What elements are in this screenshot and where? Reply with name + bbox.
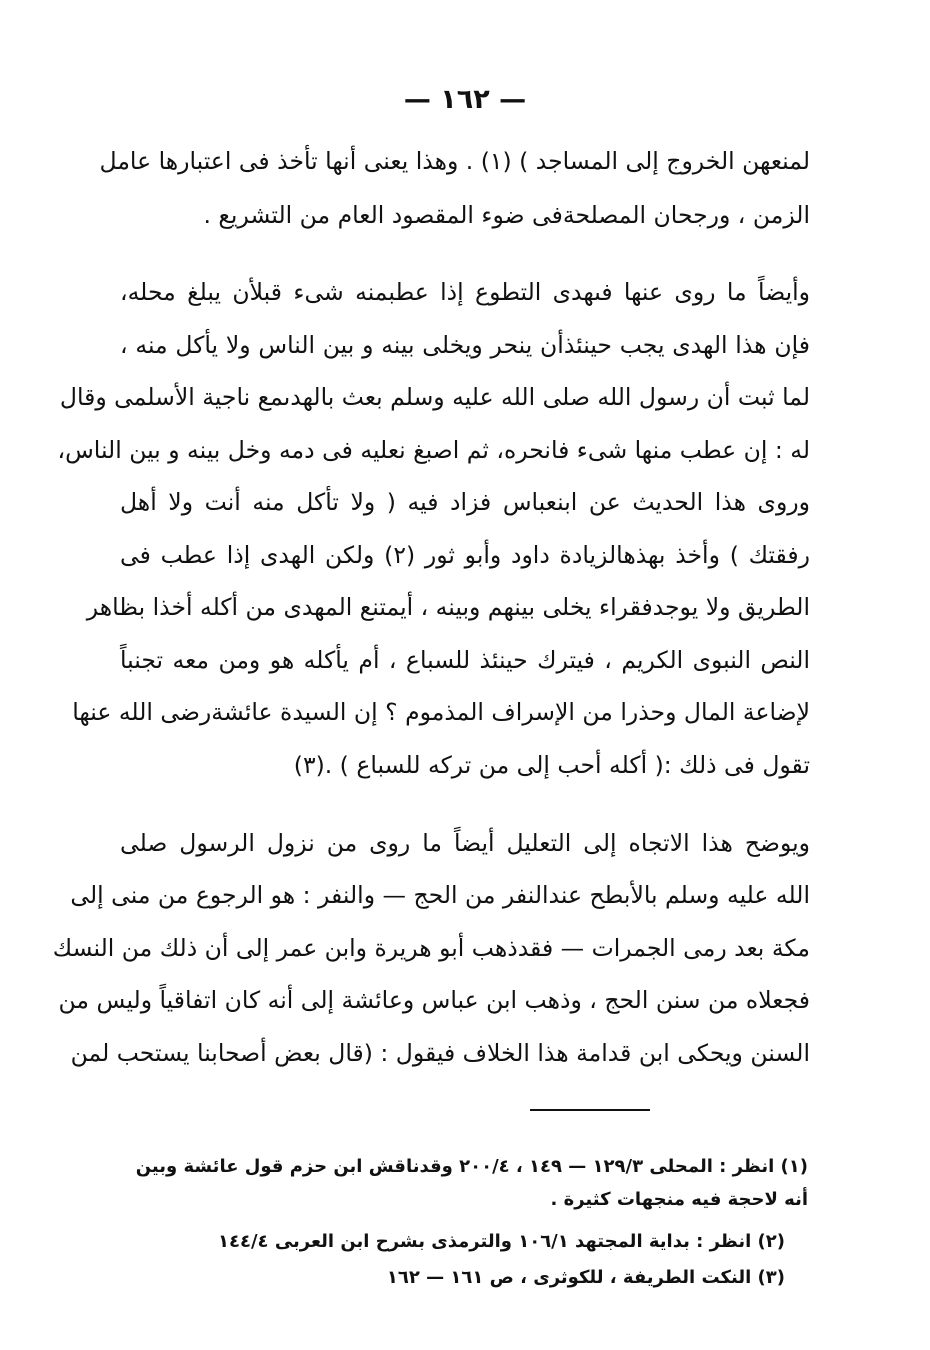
text-line: الطريق ولا يوجدفقراء يخلى بينهم وبينه ، أيمتنع المهدى من أكله أخذا بظاهر	[86, 593, 810, 621]
text-line: لمنعهن الخروج إلى المساجد ) (١) . وهذا يعنى أنها تأخذ فى اعتبارها عامل	[99, 147, 810, 175]
footnote-line: (٣) النكت الطريفة ، للكوثرى ، ص ١٦١ — ١٦٢	[386, 1267, 785, 1288]
text-line: وروى هذا الحديث عن ابنعباس فزاد فيه ( ولا تأكل منه أنت ولا أهل	[120, 488, 810, 516]
text-line: السنن ويحكى ابن قدامة هذا الخلاف فيقول : (قال بعض أصحابنا يستحب لمن	[70, 1039, 810, 1067]
text-line: لما ثبت أن رسول الله صلى الله عليه وسلم بعث بالهدىمع ناجية الأسلمى وقال	[59, 383, 810, 411]
page-number: — ١٦٢ —	[403, 84, 527, 115]
text-line: مكة بعد رمى الجمرات — فقدذهب أبو هريرة وابن عمر إلى أن ذلك من النسك	[52, 934, 810, 962]
text-line: لإضاعة المال وحذرا من الإسراف المذموم ؟ إن السيدة عائشةرضى الله عنها	[72, 698, 810, 726]
text-line: ويوضح هذا الاتجاه إلى التعليل أيضاً ما روى من نزول الرسول صلى	[120, 829, 810, 857]
footnote-separator	[530, 1109, 650, 1111]
text-line: الزمن ، ورجحان المصلحةفى ضوء المقصود العام من التشريع .	[203, 201, 810, 229]
text-line: فإن هذا الهدى يجب حينئذأن ينحر ويخلى بينه و بين الناس ولا يأكل منه ،	[120, 331, 810, 359]
footnote-line: (٢) انظر : بداية المجتهد ١٠٦/١ والترمذى بشرح ابن العربى ١٤٤/٤	[218, 1231, 785, 1252]
text-line: رفقتك ) وأخذ بهذهالزيادة داود وأبو ثور (٢) ولكن الهدى إذا عطب فى	[120, 541, 810, 569]
text-line: وأيضاً ما روى عنها فىهدى التطوع إذا عطبمنه شىء قبلأن يبلغ محله،	[120, 278, 810, 306]
text-line: الله عليه وسلم بالأبطح عندالنفر من الحج — والنفر : هو الرجوع من منى إلى	[70, 881, 810, 909]
text-line: فجعلاه من سنن الحج ، وذهب ابن عباس وعائشة إلى أنه كان اتفاقياً وليس من	[58, 986, 810, 1014]
footnote-line: أنه لاحجة فيه منجهات كثيرة .	[550, 1189, 808, 1210]
text-line: تقول فى ذلك :( أكله أحب إلى من تركه للسباع ) .(٣)	[293, 751, 810, 779]
footnote-line: (١) انظر : المحلى ١٢٩/٣ — ١٤٩ ، ٢٠٠/٤ وقدناقش ابن حزم قول عائشة وبين	[135, 1156, 808, 1177]
text-line: له : إن عطب منها شىء فانحره، ثم اصبغ نعليه فى دمه وخل بينه و بين الناس،	[57, 436, 810, 464]
text-line: النص النبوى الكريم ، فيترك حينئذ للسباع ، أم يأكله هو ومن معه تجنباً	[120, 646, 810, 674]
